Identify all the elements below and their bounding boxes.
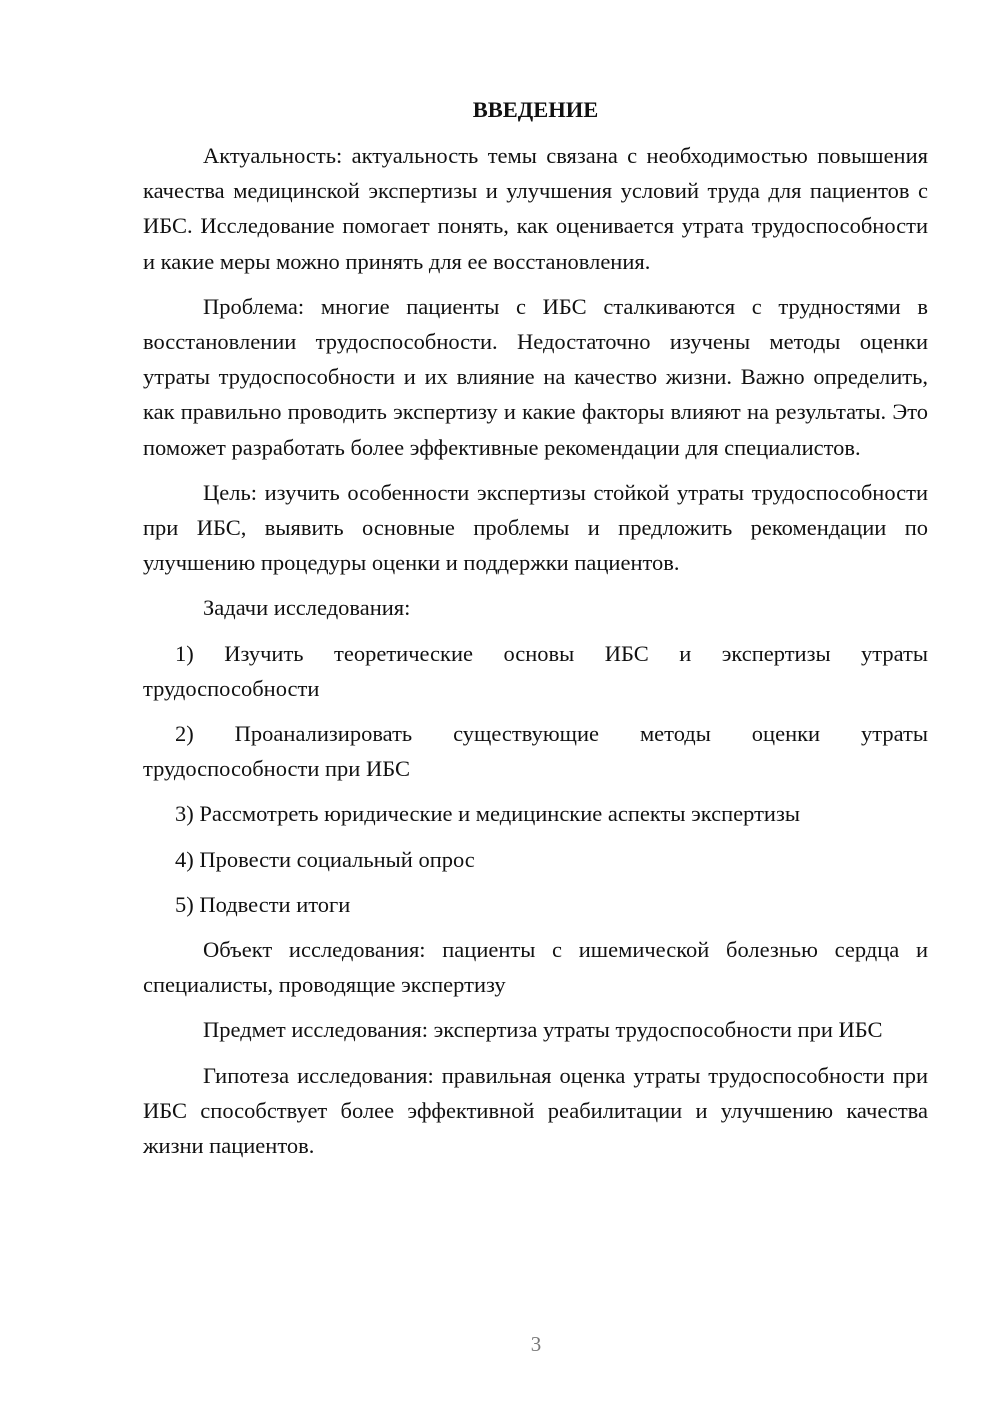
task-item: 3) Рассмотреть юридические и медицинские аспекты экспертизы	[175, 801, 800, 827]
paragraph-goal: Цель: изучить особенности экспертизы стойкой утраты трудоспособности при ИБС, выявить основные проблемы и предложить рекомендации по улучшению процедуры оценки и поддержки пациентов.	[143, 479, 928, 576]
task-item: 2) Проанализировать существующие методы оценки утраты трудоспособности при ИБС	[143, 721, 928, 782]
paragraph-object: Объект исследования: пациенты с ишемической болезнью сердца и специалисты, проводящие экспертизу	[143, 937, 928, 998]
task-item: 5) Подвести итоги	[175, 891, 351, 917]
page-content	[143, 92, 928, 1163]
paragraph-subject: Предмет исследования: экспертиза утраты трудоспособности при ИБС	[203, 1017, 883, 1043]
section-heading: ВВЕДЕНИЕ	[472, 97, 599, 122]
task-item: 4) Провести социальный опрос	[175, 846, 475, 872]
paragraph-hypothesis: Гипотеза исследования: правильная оценка утраты трудоспособности при ИБС способствует более эффективной реабилитации и улучшению качества жизни пациентов.	[143, 1062, 928, 1159]
task-item: 1) Изучить теоретические основы ИБС и экспертизы утраты трудоспособности	[143, 640, 928, 701]
page-number: 3	[530, 1332, 542, 1356]
tasks-list	[143, 636, 928, 922]
paragraph-problem: Проблема: многие пациенты с ИБС сталкиваются с трудностями в восстановлении трудоспособности. Недостаточно изучены методы оценки утраты трудоспособности и их влияние на качество жизни. Важно определить, как правильно проводить экспертизу и какие факторы влияют на результаты. Это поможет разработать более эффективные рекомендации для специалистов.	[143, 293, 928, 460]
paragraph-relevance: Актуальность: актуальность темы связана с необходимостью повышения качества медицинской экспертизы и улучшения условий труда для пациентов с ИБС. Исследование помогает понять, как оценивается утрата трудоспособности и какие меры можно принять для ее восстановления.	[143, 143, 928, 274]
tasks-heading: Задачи исследования:	[203, 595, 411, 621]
